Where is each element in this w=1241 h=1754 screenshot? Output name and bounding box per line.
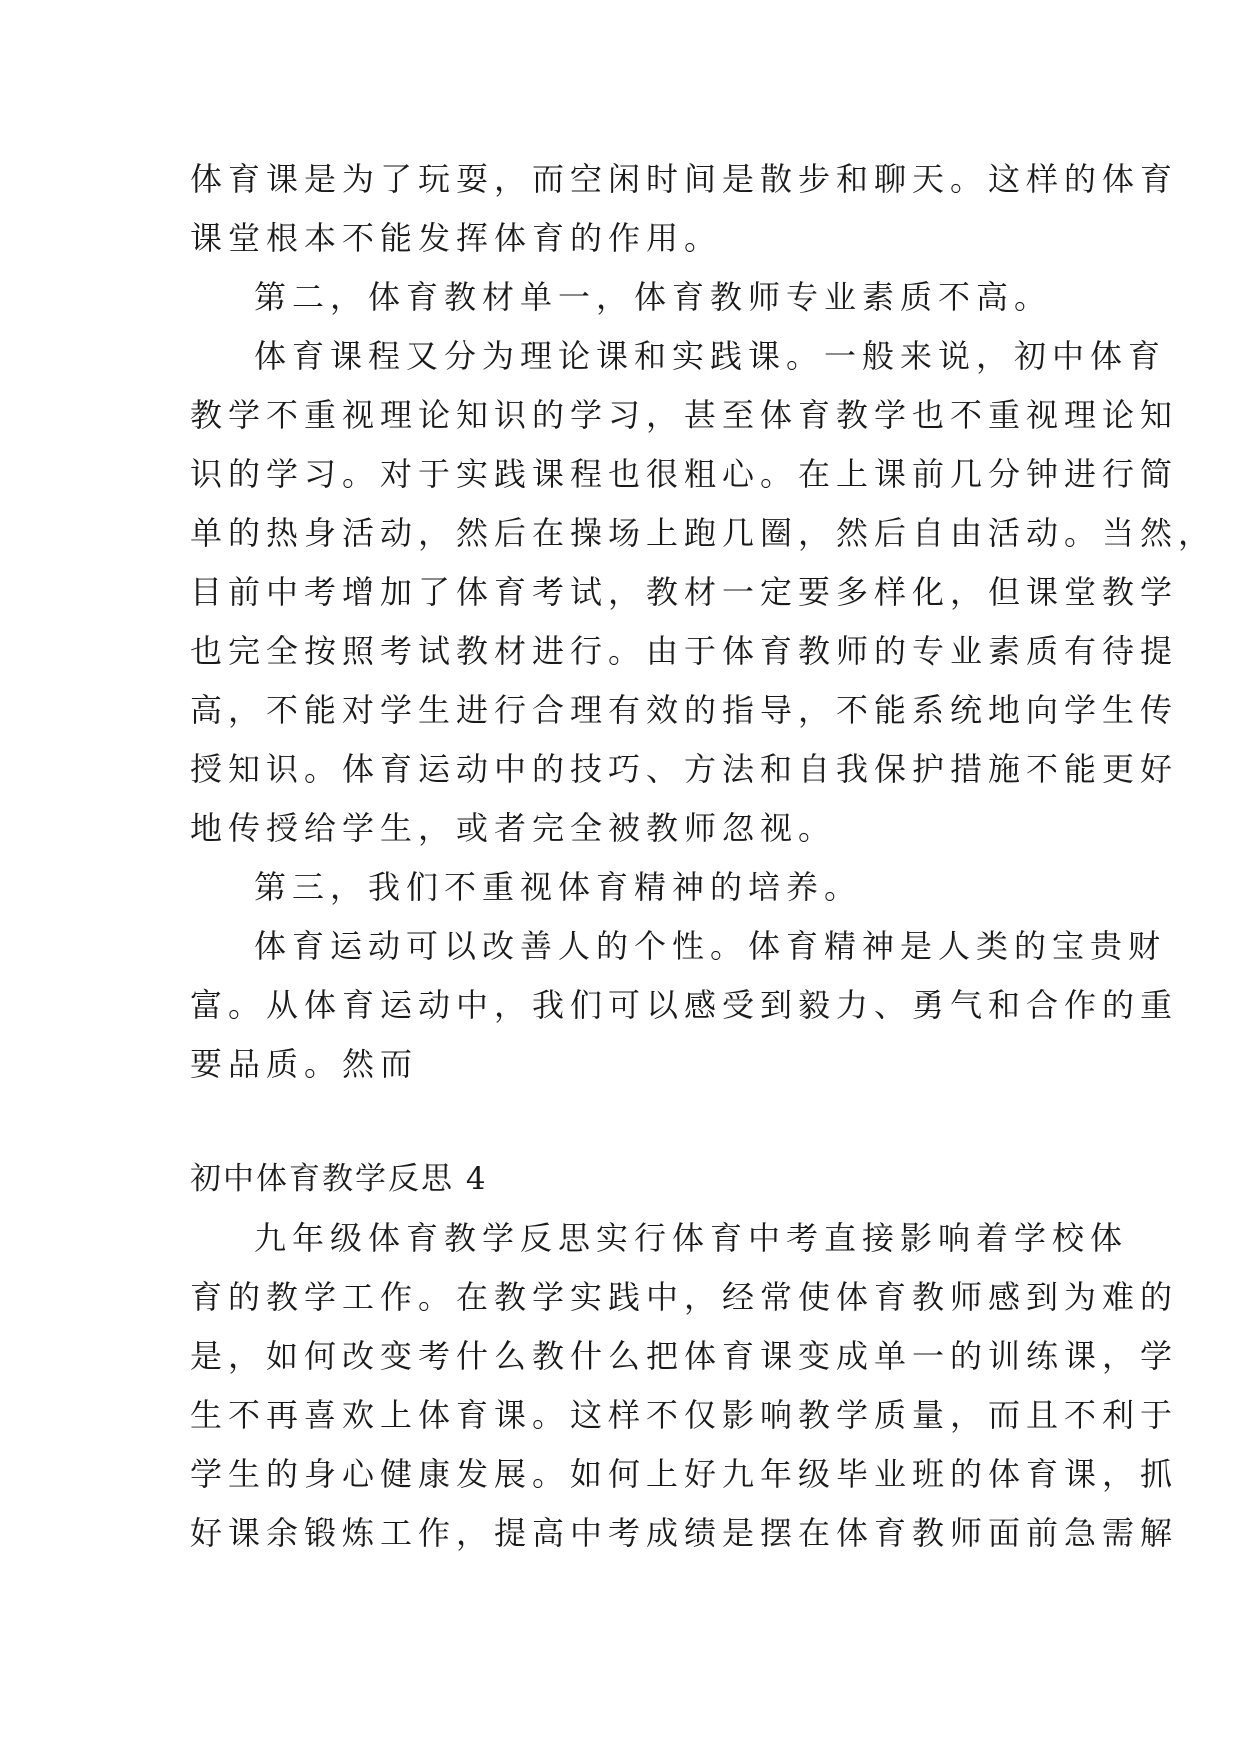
paragraph-continuation: [190, 150, 1179, 268]
text-line: 地传授给学生，或者完全被教师忽视。: [190, 809, 837, 847]
text-line: 好课余锻炼工作，提高中考成绩是摆在体育教师面前急需解: [190, 1514, 1179, 1552]
paragraph-section-four: [190, 1209, 1179, 1563]
point-two-title: 第二，体育教材单一，体育教师专业素质不高。: [254, 278, 1053, 316]
text-line: 体育课程又分为理论课和实践课。一般来说，初中体育: [254, 337, 1167, 375]
text-line: 学生的身心健康发展。如何上好九年级毕业班的体育课，抓: [190, 1455, 1179, 1493]
text-line: 体育课是为了玩耍，而空闲时间是散步和聊天。这样的体育: [190, 160, 1179, 198]
text-line: 单的热身活动，然后在操场上跑几圈，然后自由活动。当然，: [190, 514, 1217, 552]
text-line: 是，如何改变考什么教什么把体育课变成单一的训练课，学: [190, 1337, 1179, 1375]
text-line: 课堂根本不能发挥体育的作用。: [190, 219, 723, 257]
text-line: 育的教学工作。在教学实践中，经常使体育教师感到为难的: [190, 1278, 1179, 1316]
section-heading: 初中体育教学反思 4: [190, 1161, 488, 1197]
text-line: 富。从体育运动中，我们可以感受到毅力、勇气和合作的重: [190, 986, 1179, 1024]
text-line: 要品质。然而: [190, 1045, 419, 1083]
text-line: 也完全按照考试教材进行。由于体育教师的专业素质有待提: [190, 632, 1179, 670]
text-line: 授知识。体育运动中的技巧、方法和自我保护措施不能更好: [190, 750, 1179, 788]
text-line: 识的学习。对于实践课程也很粗心。在上课前几分钟进行简: [190, 455, 1179, 493]
paragraph-point-three: [190, 917, 1179, 1094]
paragraph-point-two: [190, 327, 1217, 858]
text-line: 高，不能对学生进行合理有效的指导，不能系统地向学生传: [190, 691, 1179, 729]
text-line: 目前中考增加了体育考试，教材一定要多样化，但课堂教学: [190, 573, 1179, 611]
document-page: [190, 150, 1217, 1563]
text-line: 体育运动可以改善人的个性。体育精神是人类的宝贵财: [254, 927, 1167, 965]
text-line: 生不再喜欢上体育课。这样不仅影响教学质量，而且不利于: [190, 1396, 1179, 1434]
text-line: 九年级体育教学反思实行体育中考直接影响着学校体: [254, 1219, 1129, 1257]
section-gap: [190, 1094, 1050, 1150]
text-line: 教学不重视理论知识的学习，甚至体育教学也不重视理论知: [190, 396, 1179, 434]
point-three-title: 第三，我们不重视体育精神的培养。: [254, 868, 863, 906]
